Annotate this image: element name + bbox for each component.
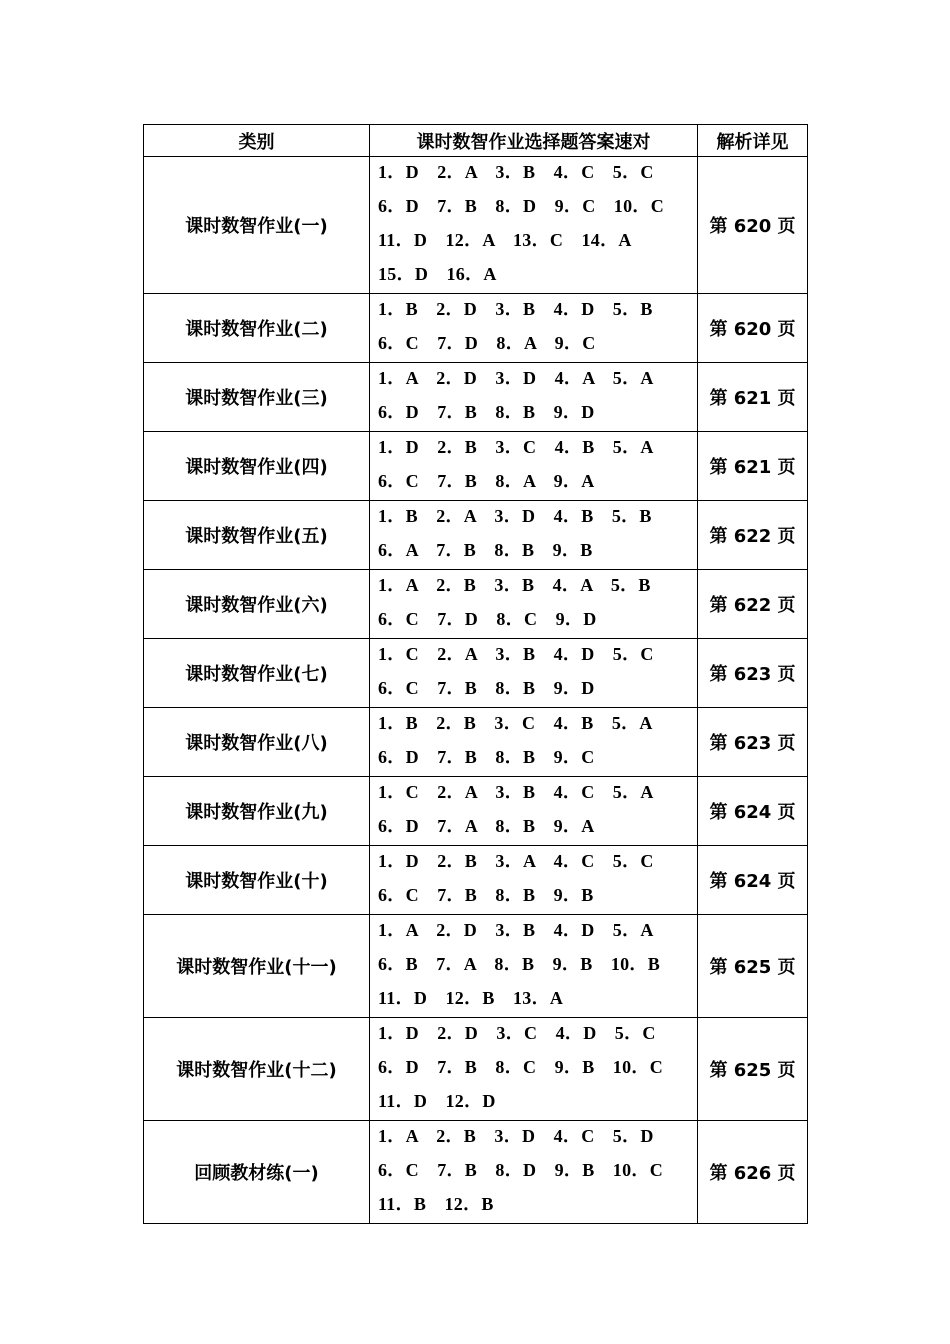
table-row [144,432,808,501]
reference-page-cell: 第 620 页 [698,294,808,363]
answers-cell [370,363,698,432]
table-row [144,1121,808,1224]
reference-page-cell: 第 625 页 [698,915,808,1018]
table-row [144,570,808,639]
answer-line: 6．C 7．B 8．A 9．A [378,471,595,491]
answer-line: 6．C 7．B 8．B 9．B [378,885,594,905]
answers-cell [370,708,698,777]
table-row [144,708,808,777]
reference-page-cell: 第 625 页 [698,1018,808,1121]
answer-line: 6．B 7．A 8．B 9．B 10．B [378,954,661,974]
category-cell: 课时数智作业(八) [144,708,370,777]
table-row [144,501,808,570]
answer-line: 1．D 2．A 3．B 4．C 5．C [378,162,654,182]
answer-line: 6．C 7．B 8．D 9．B 10．C [378,1160,664,1180]
table-row [144,915,808,1018]
reference-page-cell: 第 624 页 [698,846,808,915]
answers-cell [370,157,698,294]
answer-line: 6．D 7．B 8．B 9．C [378,747,595,767]
category-cell: 课时数智作业(二) [144,294,370,363]
table-row [144,639,808,708]
table-row [144,846,808,915]
answer-line: 1．B 2．B 3．C 4．B 5．A [378,713,653,733]
answer-line: 1．B 2．A 3．D 4．B 5．B [378,506,652,526]
answer-line: 11．D 12．A 13．C 14．A [378,230,632,250]
answer-line: 11．D 12．B 13．A [378,988,564,1008]
reference-page-cell: 第 624 页 [698,777,808,846]
table-row [144,1018,808,1121]
answers-cell [370,432,698,501]
table-row [144,157,808,294]
category-cell: 课时数智作业(六) [144,570,370,639]
answers-cell [370,570,698,639]
category-cell: 课时数智作业(七) [144,639,370,708]
answer-line: 6．D 7．B 8．C 9．B 10．C [378,1057,664,1077]
answer-line: 1．D 2．B 3．A 4．C 5．C [378,851,654,871]
reference-page-cell: 第 621 页 [698,363,808,432]
answer-line: 6．C 7．D 8．A 9．C [378,333,596,353]
reference-page-cell: 第 622 页 [698,570,808,639]
answer-line: 1．A 2．B 3．B 4．A 5．B [378,575,651,595]
reference-page-cell: 第 623 页 [698,708,808,777]
table-header-row [144,125,808,157]
answers-cell [370,1121,698,1224]
category-cell: 课时数智作业(四) [144,432,370,501]
answer-line: 6．D 7．B 8．B 9．D [378,402,595,422]
answers-cell [370,294,698,363]
answer-line: 1．A 2．B 3．D 4．C 5．D [378,1126,654,1146]
answer-line: 11．D 12．D [378,1091,496,1111]
reference-page-cell: 第 622 页 [698,501,808,570]
answers-cell [370,915,698,1018]
answer-line: 6．C 7．D 8．C 9．D [378,609,597,629]
header-reference: 解析详见 [698,125,808,157]
header-answers: 课时数智作业选择题答案速对 [370,125,698,157]
header-category: 类别 [144,125,370,157]
answers-cell [370,846,698,915]
answer-line: 6．C 7．B 8．B 9．D [378,678,595,698]
category-cell: 课时数智作业(一) [144,157,370,294]
answer-line: 6．D 7．A 8．B 9．A [378,816,595,836]
category-cell: 课时数智作业(五) [144,501,370,570]
answers-cell [370,1018,698,1121]
reference-page-cell: 第 620 页 [698,157,808,294]
table-row [144,363,808,432]
answers-cell [370,777,698,846]
table-row [144,294,808,363]
reference-page-cell: 第 626 页 [698,1121,808,1224]
answer-line: 1．D 2．D 3．C 4．D 5．C [378,1023,656,1043]
answer-key-table [143,124,808,1224]
answer-line: 1．B 2．D 3．B 4．D 5．B [378,299,653,319]
category-cell: 课时数智作业(十一) [144,915,370,1018]
answer-line: 1．A 2．D 3．B 4．D 5．A [378,920,654,940]
category-cell: 课时数智作业(十二) [144,1018,370,1121]
table-row [144,777,808,846]
answer-line: 11．B 12．B [378,1194,494,1214]
answer-line: 1．C 2．A 3．B 4．D 5．C [378,644,654,664]
answer-line: 1．D 2．B 3．C 4．B 5．A [378,437,654,457]
answer-line: 6．A 7．B 8．B 9．B [378,540,593,560]
reference-page-cell: 第 621 页 [698,432,808,501]
answer-line: 6．D 7．B 8．D 9．C 10．C [378,196,665,216]
category-cell: 课时数智作业(十) [144,846,370,915]
answers-cell [370,639,698,708]
answer-line: 15．D 16．A [378,264,497,284]
answer-line: 1．A 2．D 3．D 4．A 5．A [378,368,654,388]
answers-cell [370,501,698,570]
category-cell: 回顾教材练(一) [144,1121,370,1224]
category-cell: 课时数智作业(九) [144,777,370,846]
table-body [144,157,808,1224]
category-cell: 课时数智作业(三) [144,363,370,432]
answer-line: 1．C 2．A 3．B 4．C 5．A [378,782,654,802]
reference-page-cell: 第 623 页 [698,639,808,708]
